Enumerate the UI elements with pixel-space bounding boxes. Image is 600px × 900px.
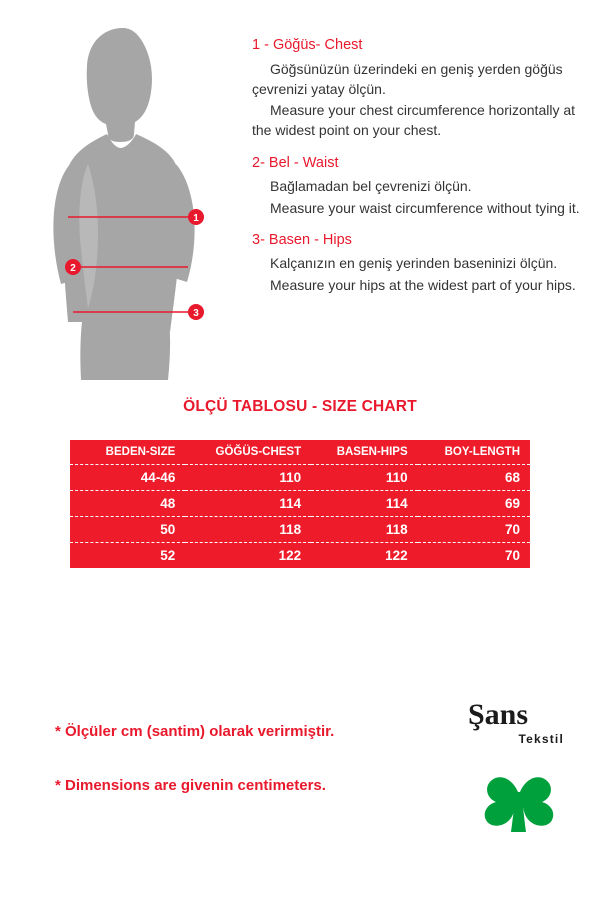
cell-size: 50 [70,517,185,543]
footer-notes [55,722,455,829]
table-header-row [70,440,530,465]
column-header-size: BEDEN-SIZE [70,440,185,465]
cell-hips: 110 [311,465,417,491]
size-chart-table [70,440,530,568]
instruction-hips-tr: Kalçanızın en geniş yerinden baseninizi ölçün. [270,255,558,272]
cell-size: 48 [70,491,185,517]
cell-hips: 118 [311,517,417,543]
column-header-chest: GÖĞÜS-CHEST [185,440,311,465]
measurement-guide-section [0,0,600,390]
clover-icon [478,756,578,841]
instruction-waist-title: 2- Bel - Waist [252,154,339,171]
instruction-chest-en: Measure your chest circumference horizontally at the widest point on your chest. [252,102,576,139]
svg-text:3: 3 [193,308,199,319]
table-row [70,543,530,569]
cell-hips: 114 [311,491,417,517]
column-header-hips: BASEN-HIPS [311,440,417,465]
cell-chest: 118 [185,517,311,543]
brand-subtitle: Tekstil [518,732,564,746]
cell-hips: 122 [385,548,408,563]
instruction-waist-en: Measure your waist circumference without tying it. [270,199,580,216]
cell-chest: 110 [185,465,311,491]
cell-length: 70 [504,548,520,563]
instruction-hips-en: Measure your hips at the widest part of your hips. [270,276,576,293]
cell-chest: 122 [278,548,302,563]
instructions-list [252,36,582,308]
cell-length: 70 [418,517,530,543]
note-tr: * Ölçüler cm (santim) olarak verirmiştir. [55,723,335,740]
cell-size: 52 [160,548,176,563]
note-en: * Dimensions are givenin centimeters. [55,776,326,794]
svg-text:1: 1 [193,213,199,224]
table-row [70,491,530,517]
instruction-chest-tr: Göğsünüzün üzerindeki en geniş yerden göğüs çevrenizi yatay ölçün. [252,60,563,97]
brand-logo [468,700,578,830]
table-row [70,465,530,491]
instruction-hips-title: 3- Basen - Hips [252,231,352,248]
cell-length: 68 [418,465,530,491]
cell-chest: 114 [185,491,311,517]
instruction-hips [252,231,582,295]
instruction-chest-title: 1 - Göğüs- Chest [252,37,363,53]
cell-size: 44-46 [70,465,185,491]
instruction-chest [252,36,582,141]
cell-length: 69 [418,491,530,517]
instruction-waist [252,154,582,218]
size-chart-title: ÖLÇÜ TABLOSU - SIZE CHART [183,398,417,415]
size-chart-table-wrap [70,440,530,568]
brand-name: Şans [468,698,529,731]
table-row [70,517,530,543]
instruction-waist-tr: Bağlamadan bel çevrenizi ölçün. [270,178,472,195]
female-body-figure [28,22,243,382]
column-header-length: BOY-LENGTH [418,440,530,465]
svg-text:2: 2 [70,263,76,274]
